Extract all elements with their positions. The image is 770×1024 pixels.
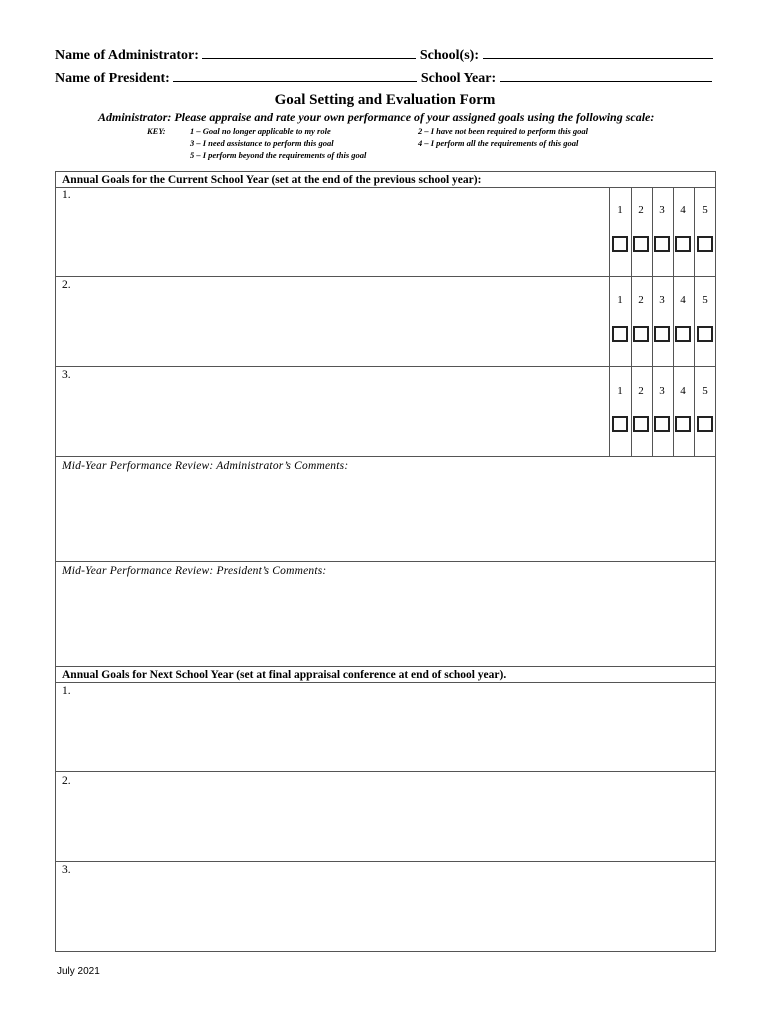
goal-2-rating-1-checkbox[interactable] [612,326,628,342]
school-year-label: School Year: [420,71,497,86]
key-item-3: 3 – I need assistance to perform this goal [190,138,334,148]
admin-comments-field[interactable] [56,476,714,560]
goal-3-rating-2-checkbox[interactable] [633,416,649,432]
key-item-4: 4 – I perform all the requirements of this goal [418,138,579,148]
goal-1-rating-3-checkbox[interactable] [654,236,670,252]
divider [55,561,716,562]
schools-label: School(s): [419,48,479,63]
divider [55,771,716,772]
current-goal-3-number: 3. [62,369,71,381]
rating-2-label: 2 [638,204,644,216]
goal-3-rating-4-checkbox[interactable] [675,416,691,432]
key-item-5: 5 – I perform beyond the requirements of this goal [190,150,367,160]
rating-1-label: 1 [617,385,623,397]
school-year-field[interactable] [500,69,712,82]
divider [55,861,716,862]
rating-2-label: 2 [638,294,644,306]
administrator-name-field[interactable] [202,46,416,59]
goal-3-rating-3-checkbox[interactable] [654,416,670,432]
goal-2-rating-5-checkbox[interactable] [697,326,713,342]
next-goal-3-number: 3. [62,864,71,876]
goal-3-rating-5-checkbox[interactable] [697,416,713,432]
next-goals-heading: Annual Goals for Next School Year (set at final appraisal conference at end of school year). [62,669,507,681]
next-goal-2-field[interactable] [56,790,714,860]
current-goal-1-number: 1. [62,189,71,201]
goal-2-rating-4-checkbox[interactable] [675,326,691,342]
rating-4-label: 4 [680,204,686,216]
goal-2-rating-3-checkbox[interactable] [654,326,670,342]
goal-1-rating-5-checkbox[interactable] [697,236,713,252]
president-label: Name of President: [55,71,170,86]
rating-1-label: 1 [617,294,623,306]
next-goal-2-number: 2. [62,775,71,787]
footer-date: July 2021 [57,966,100,977]
divider [55,666,716,667]
next-goal-1-number: 1. [62,685,71,697]
goal-1-rating-2-checkbox[interactable] [633,236,649,252]
president-name-row [55,69,712,87]
current-goals-heading: Annual Goals for the Current School Year (set at the end of the previous school year): [62,174,482,186]
goal-3-rating-1-checkbox[interactable] [612,416,628,432]
administrator-label: Name of Administrator: [55,48,199,63]
rating-5-label: 5 [702,204,708,216]
rating-grid-line [631,187,632,457]
divider [55,366,716,367]
key-item-2: 2 – I have not been required to perform this goal [418,126,589,136]
key-label: KEY: [147,126,166,136]
rating-4-label: 4 [680,294,686,306]
rating-4-label: 4 [680,385,686,397]
president-comments-label: Mid-Year Performance Review: President’s Comments: [62,565,327,577]
goal-2-rating-2-checkbox[interactable] [633,326,649,342]
goal-1-rating-1-checkbox[interactable] [612,236,628,252]
form-title: Goal Setting and Evaluation Form [274,92,496,108]
next-goal-3-field[interactable] [56,880,714,950]
president-comments-field[interactable] [56,581,714,665]
schools-field[interactable] [483,46,713,59]
rating-grid-line [652,187,653,457]
rating-2-label: 2 [638,385,644,397]
divider [55,456,716,457]
key-item-1: 1 – Goal no longer applicable to my role [190,126,331,136]
rating-3-label: 3 [659,294,665,306]
divider [55,682,716,683]
current-goal-2-number: 2. [62,279,71,291]
administrator-name-row [55,46,713,64]
rating-grid-line [609,187,610,457]
rating-grid-line [694,187,695,457]
next-goal-1-field[interactable] [56,700,714,770]
rating-3-label: 3 [659,204,665,216]
rating-1-label: 1 [617,204,623,216]
form-instructions: Administrator: Please appraise and rate your own performance of your assigned goals using the following scale: [98,110,655,124]
rating-5-label: 5 [702,385,708,397]
goal-1-rating-4-checkbox[interactable] [675,236,691,252]
rating-5-label: 5 [702,294,708,306]
president-name-field[interactable] [173,69,417,82]
rating-grid-line [673,187,674,457]
divider [55,187,716,188]
rating-3-label: 3 [659,385,665,397]
divider [55,276,716,277]
admin-comments-label: Mid-Year Performance Review: Administrator’s Comments: [62,460,349,472]
